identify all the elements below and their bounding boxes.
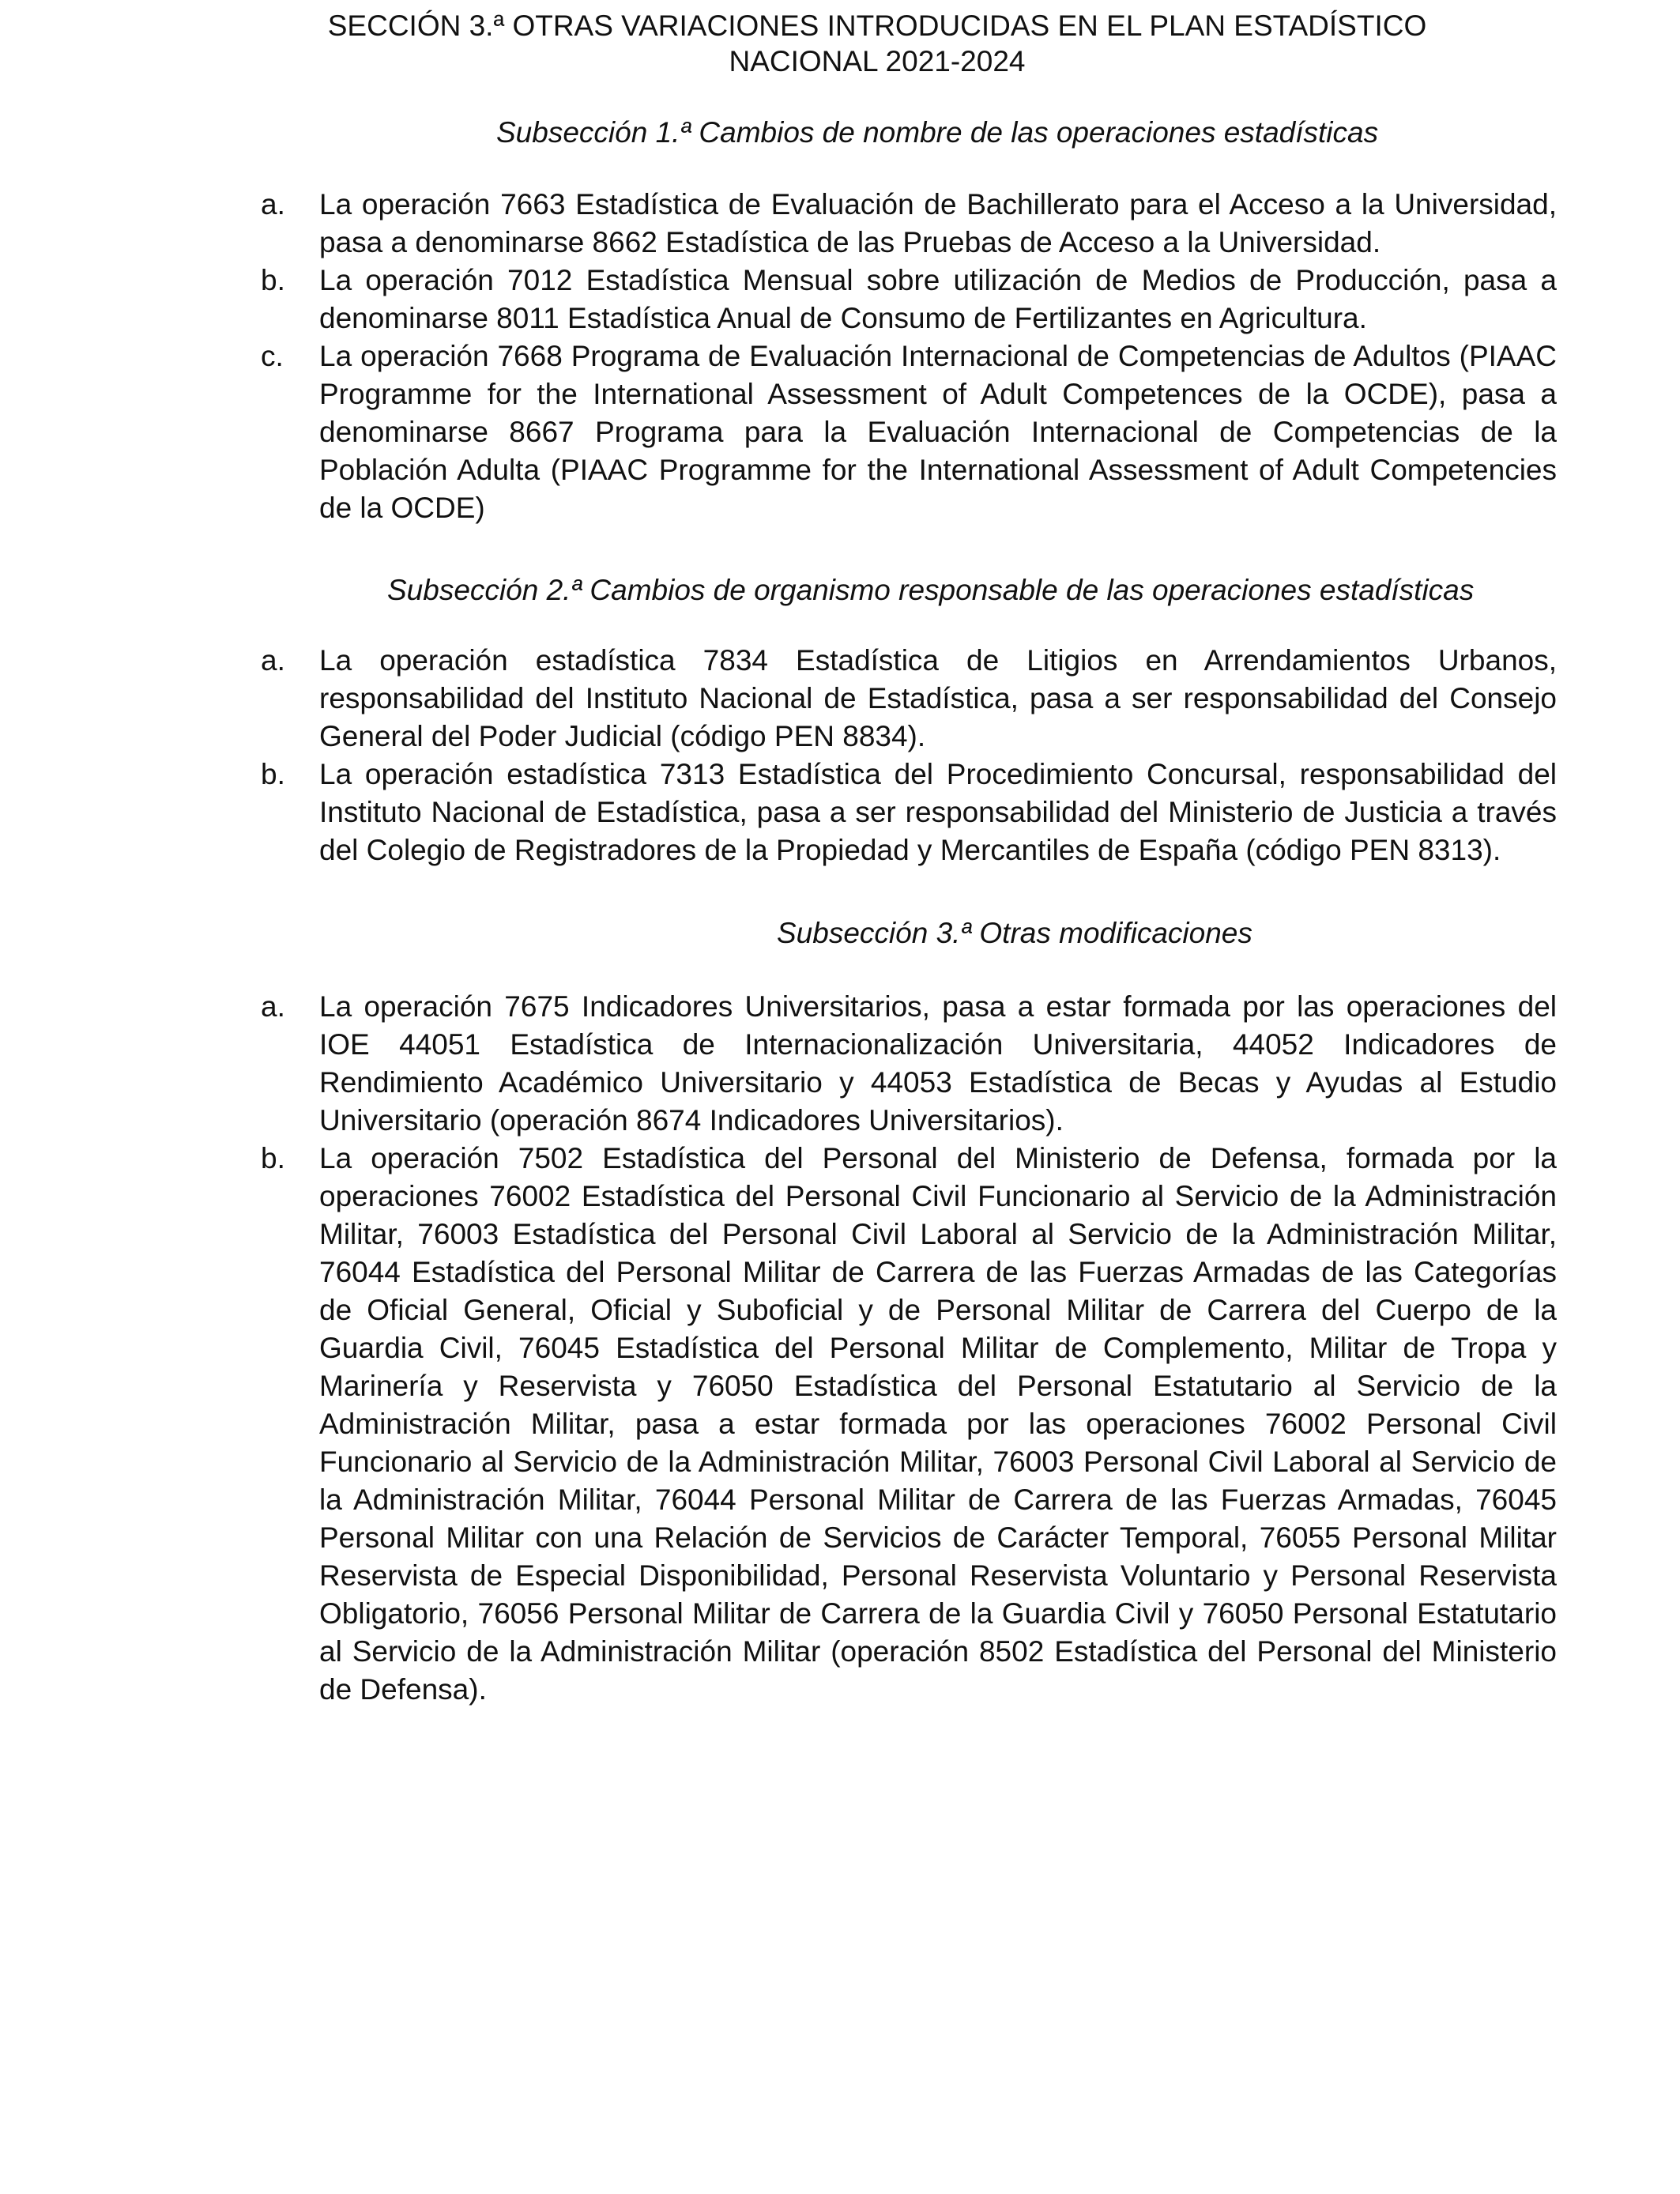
subsection-2-heading: Subsección 2.ª Cambios de organismo responsable de las operaciones estadísticas xyxy=(387,574,1475,606)
list-item xyxy=(261,988,1557,1140)
section-title xyxy=(237,8,1517,79)
list-item xyxy=(261,262,1557,337)
subsection-3-list xyxy=(261,988,1557,1709)
list-marker: c. xyxy=(261,340,284,372)
list-marker: a. xyxy=(261,188,285,221)
list-item-text: La operación 7663 Estadística de Evaluación de Bachillerato para el Acceso a la Universidad, pasa a denominarse 8662 Estadística de las Pruebas de Acceso a la Universidad. xyxy=(319,188,1557,258)
list-item xyxy=(261,642,1557,756)
list-item-text: La operación 7675 Indicadores Universitarios, pasa a estar formada por las operaciones del IOE 44051 Estadística de Internacionalización Universitaria, 44052 Indicadores de Rendimiento Académico Universitario y 44053 Estadística de Becas y Ayudas al Estudio Universitario (operación 8674 Indicadores Universitarios). xyxy=(319,990,1557,1137)
list-item xyxy=(261,756,1557,869)
list-marker: a. xyxy=(261,644,285,677)
list-item-text: La operación 7668 Programa de Evaluación Internacional de Competencias de Adultos (PIAAC Programme for the International Assessment of Adult Competences de la OCDE), pasa a denominarse 8667 Programa para la Evaluación Internacional de Competencias de la Población Adulta (PIAAC Programme for the International Assessment of Adult Competencies de la OCDE) xyxy=(319,340,1557,524)
list-marker: b. xyxy=(261,758,285,790)
list-item-text: La operación 7502 Estadística del Personal del Ministerio de Defensa, formada por la operaciones 76002 Estadística del Personal Civil Funcionario al Servicio de la Administración Militar, 76003 Estadística del Personal Civil Laboral al Servicio de la Administración Militar, 76044 Estadística del Personal Militar de Carrera de las Fuerzas Armadas de las Categorías de Oficial General, Oficial y Suboficial y de Personal Militar de Carrera del Cuerpo de la Guardia Civil, 76045 Estadística del Personal Militar de Complemento, Militar de Tropa y Marinería y Reservista y 76050 Estadística del Personal Estatutario al Servicio de la Administración Militar, pasa a estar formada por las operaciones 76002 Personal Civil Funcionario al Servicio de la Administración Militar, 76003 Personal Civil Laboral al Servicio de la Administración Militar, 76044 Personal Militar de Carrera de las Fuerzas Armadas, 76045 Personal Militar con una Relación de Servicios de Carácter Temporal, 76055 Personal Militar Reservista de Especial Disponibilidad, Personal Reservista Voluntario y Personal Reservista Obligatorio, 76056 Personal Militar de Carrera de la Guardia Civil y 76050 Personal Estatutario al Servicio de la Administración Militar (operación 8502 Estadística del Personal del Ministerio de Defensa). xyxy=(319,1142,1557,1706)
list-item xyxy=(261,1140,1557,1709)
section-title-line-2: NACIONAL 2021-2024 xyxy=(729,45,1026,77)
subsection-2-list xyxy=(261,642,1557,869)
list-item xyxy=(261,337,1557,527)
list-marker: b. xyxy=(261,264,285,296)
list-marker: a. xyxy=(261,990,285,1023)
list-item-text: La operación estadística 7313 Estadística del Procedimiento Concursal, responsabilidad del Instituto Nacional de Estadística, pasa a ser responsabilidad del Ministerio de Justicia a través del Colegio de Registradores de la Propiedad y Mercantiles de España (código PEN 8313). xyxy=(319,758,1557,866)
subsection-3-heading: Subsección 3.ª Otras modificaciones xyxy=(777,917,1252,949)
list-marker: b. xyxy=(261,1142,285,1174)
section-title-line-1: SECCIÓN 3.ª OTRAS VARIACIONES INTRODUCIDAS EN EL PLAN ESTADÍSTICO xyxy=(327,9,1427,42)
list-item xyxy=(261,186,1557,262)
subsection-1-list xyxy=(261,186,1557,527)
subsection-1-heading: Subsección 1.ª Cambios de nombre de las operaciones estadísticas xyxy=(496,116,1379,149)
list-item-text: La operación estadística 7834 Estadística de Litigios en Arrendamientos Urbanos, responsabilidad del Instituto Nacional de Estadística, pasa a ser responsabilidad del Consejo General del Poder Judicial (código PEN 8834). xyxy=(319,644,1557,752)
list-item-text: La operación 7012 Estadística Mensual sobre utilización de Medios de Producción, pasa a denominarse 8011 Estadística Anual de Consumo de Fertilizantes en Agricultura. xyxy=(319,264,1557,334)
